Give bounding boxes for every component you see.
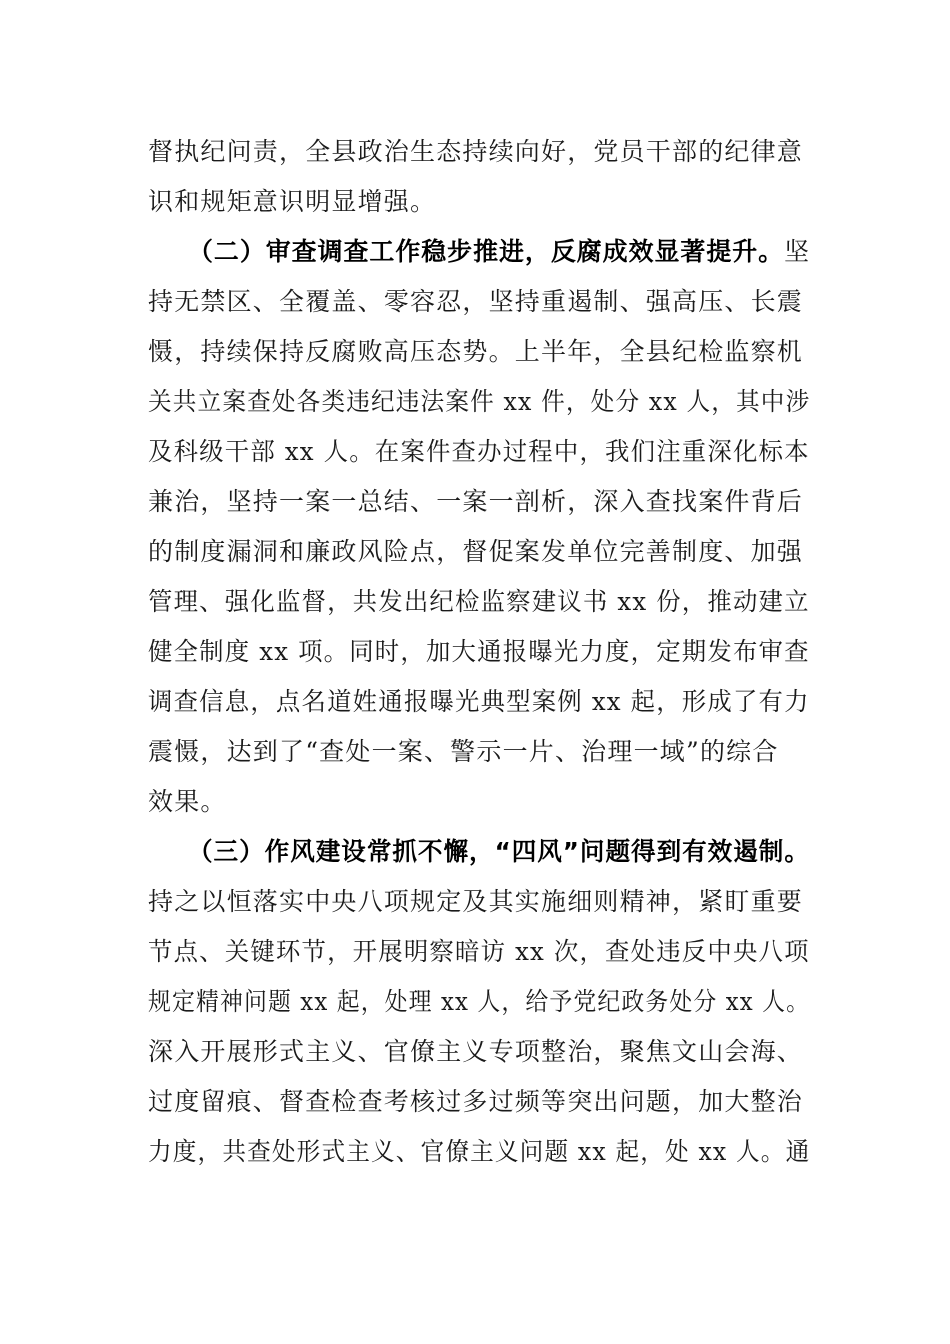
text-line-19: 深入开展形式主义、官僚主义专项整治，聚焦文山会海、 bbox=[148, 1037, 804, 1066]
text-line-11: 健全制度 xx 项。同时，加大通报曝光力度，定期发布审查 bbox=[148, 637, 810, 666]
text-line-12: 调查信息，点名道姓通报曝光典型案例 xx 起，形成了有力 bbox=[148, 687, 810, 716]
text-line-9: 的制度漏洞和廉政风险点，督促案发单位完善制度、加强 bbox=[148, 537, 804, 566]
text-line-6: 关共立案查处各类违纪违法案件 xx 件，处分 xx 人，其中涉 bbox=[148, 387, 811, 416]
text-line-18: 规定精神问题 xx 起，处理 xx 人，给予党纪政务处分 xx 人。 bbox=[148, 987, 811, 1016]
text-line-17: 节点、关键环节，开展明察暗访 xx 次，查处违反中央八项 bbox=[148, 937, 810, 966]
section-2-heading-tail: 坚 bbox=[784, 237, 811, 266]
text-line-10: 管理、强化监督，共发出纪检监察建议书 xx 份，推动建立 bbox=[148, 587, 810, 616]
text-line-7: 及科级干部 xx 人。在案件查办过程中，我们注重深化标本 bbox=[148, 437, 810, 466]
text-line-21: 力度，共查处形式主义、官僚主义问题 xx 起，处 xx 人。通 bbox=[148, 1137, 811, 1166]
text-line-5: 慑，持续保持反腐败高压态势。上半年，全县纪检监察机 bbox=[148, 337, 804, 366]
text-line-13: 震慑，达到了“查处一案、警示一片、治理一域”的综合 bbox=[148, 737, 779, 766]
section-3-heading: （三）作风建设常抓不懈，“四风”问题得到有效遏制。 bbox=[188, 837, 810, 866]
text-line-4: 持无禁区、全覆盖、零容忍，坚持重遏制、强高压、长震 bbox=[148, 287, 804, 316]
text-line-16: 持之以恒落实中央八项规定及其实施细则精神，紧盯重要 bbox=[148, 887, 804, 916]
section-2-paragraph-start bbox=[188, 227, 810, 277]
text-line-8: 兼治，坚持一案一总结、一案一剖析，深入查找案件背后 bbox=[148, 487, 804, 516]
text-line-1: 督执纪问责，全县政治生态持续向好，党员干部的纪律意 bbox=[148, 137, 804, 166]
text-line-14: 效果。 bbox=[148, 787, 227, 816]
section-2-heading: （二）审查调查工作稳步推进，反腐成效显著提升。 bbox=[188, 237, 785, 266]
text-line-20: 过度留痕、督查检查考核过多过频等突出问题，加大整治 bbox=[148, 1087, 804, 1116]
section-3-paragraph-start bbox=[188, 827, 810, 877]
text-line-2: 识和规矩意识明显增强。 bbox=[148, 187, 437, 216]
